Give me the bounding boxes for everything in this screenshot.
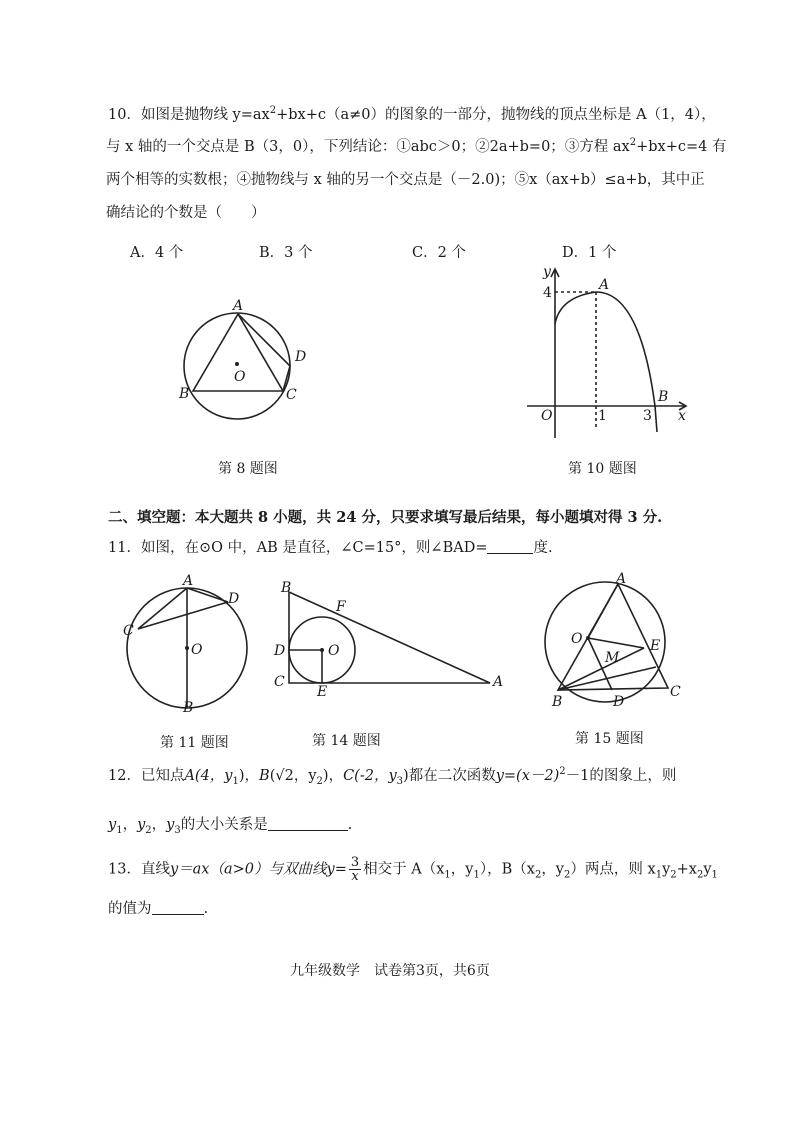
fig11-label-o: O xyxy=(191,642,203,658)
fig15-label-m: M xyxy=(605,650,620,666)
fig11-caption: 第 11 题图 xyxy=(160,735,229,751)
q10-line2: 与 x 轴的一个交点是 B（3，0），下列结论：①abc＞0；②2a+b=0；③方程 $ax^2+bx+c=4$ 有 xyxy=(106,137,727,155)
q13-line2: 的值为 . xyxy=(108,901,209,917)
fig8-label-a: A xyxy=(233,298,244,314)
fig8-label-o: O xyxy=(234,369,246,385)
q10-line4: 确结论的个数是（ ） xyxy=(106,205,266,221)
q10-line1: 10．如图是抛物线 $y=ax^2+bx+c(a\ne 0)$的图象的一部分，抛物线的顶点坐标是 A（1，4）， xyxy=(108,105,716,123)
q10-option-b: B．3 个 xyxy=(259,245,313,261)
fig8-label-c: C xyxy=(286,387,297,403)
q12-line2: $y_1$，$y_2$，$y_3$的大小关系是 . xyxy=(108,817,353,836)
fig10-caption: 第 10 题图 xyxy=(568,461,637,477)
q11-text: 11．如图，在⊙O 中，AB 是直径，∠C=15°，则∠BAD= 度. xyxy=(108,540,553,556)
fig15-caption: 第 15 题图 xyxy=(575,731,644,747)
fig10-label-x: x xyxy=(678,408,686,424)
fig10-label-o: O xyxy=(541,408,553,424)
fig15-label-c: C xyxy=(670,684,681,700)
q10-option-a: A．4 个 xyxy=(130,245,184,261)
fig14-label-f: F xyxy=(336,599,346,615)
q10-option-c: C．2 个 xyxy=(412,245,466,261)
fig14-label-b: B xyxy=(281,580,292,596)
q13-line1: 13．直线y＝ax（a>0）与双曲线y= $\frac{3}{x}$ 相交于 $A(x_1$，$y_1$），$B(x_2$，$y_2$）两点，则 $x_1y_2+x_2y_1$ xyxy=(108,855,718,884)
fig10-label-1: 1 xyxy=(598,408,607,424)
figure-10 xyxy=(520,262,695,442)
figure-11 xyxy=(120,574,250,714)
fig14-label-e: E xyxy=(317,684,328,698)
figure-15 xyxy=(530,570,690,715)
fig8-caption: 第 8 题图 xyxy=(218,461,278,477)
fig14-label-a: A xyxy=(493,674,504,690)
fig11-label-b: B xyxy=(183,700,194,714)
fig10-label-4: 4 xyxy=(543,285,552,301)
fig14-label-c: C xyxy=(274,674,285,690)
fig15-label-d: D xyxy=(613,694,625,710)
fig8-label-b: B xyxy=(179,386,190,402)
q10-line3: 两个相等的实数根；④抛物线与 x 轴的另一个交点是（－2.0)；⑤x（ax+b）≤a+b，其中正 xyxy=(106,172,705,188)
fig8-label-d: D xyxy=(295,349,307,365)
fig15-label-o: O xyxy=(571,631,583,647)
fig10-label-a: A xyxy=(599,277,610,293)
figure-14 xyxy=(270,578,515,698)
q10-option-d: D．1 个 xyxy=(562,245,617,261)
fig10-label-3: 3 xyxy=(643,408,652,424)
fig10-label-b: B xyxy=(658,389,669,405)
fig14-label-d: D xyxy=(274,643,286,659)
figure-8 xyxy=(170,298,320,428)
fig11-label-d: D xyxy=(228,591,240,607)
fig15-label-a: A xyxy=(616,571,627,587)
fig10-label-y: y xyxy=(543,264,551,280)
fig15-label-b: B xyxy=(552,694,563,710)
section2-title: 二、填空题：本大题共 8 小题，共 24 分，只要求填写最后结果，每小题填对得 3 分. xyxy=(108,509,663,526)
fig11-label-a: A xyxy=(183,574,194,589)
fig14-label-o: O xyxy=(328,643,340,659)
fig11-label-c: C xyxy=(123,623,134,639)
fig15-label-e: E xyxy=(650,638,661,654)
fig14-caption: 第 14 题图 xyxy=(312,733,381,749)
q12-line1: 12．已知点A(4，$y_1$)，B(√2，$y_2$)，C(-2，$y_3$)都在二次函数$y=(x-2)^2-1$的图象上，则 xyxy=(108,766,677,787)
page-footer: 九年级数学 试卷第3页，共6页 xyxy=(290,963,490,979)
